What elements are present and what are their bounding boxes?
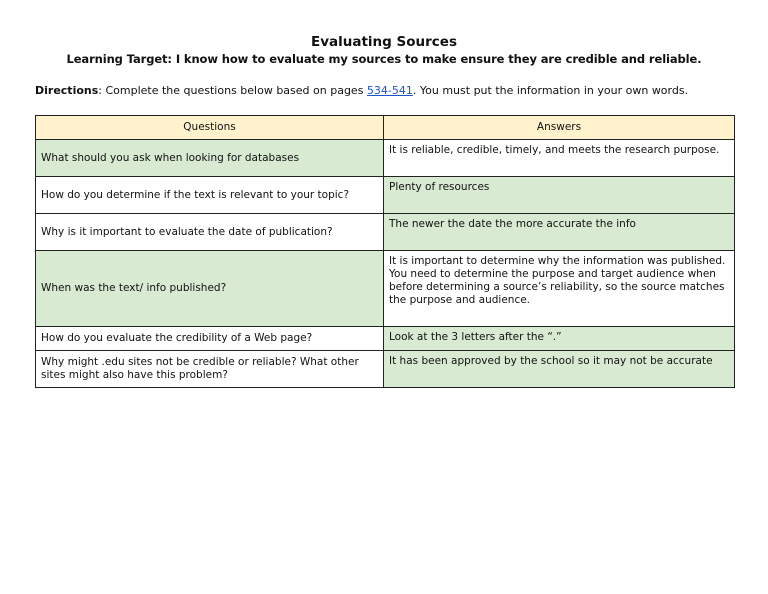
question-cell: Why is it important to evaluate the date of publication? [36, 214, 384, 251]
answer-cell: Plenty of resources [384, 177, 735, 214]
document-title: Evaluating Sources [311, 34, 457, 50]
answer-cell: It is reliable, credible, timely, and meets the research purpose. [384, 140, 735, 177]
table-row [36, 351, 735, 388]
table-row [36, 177, 735, 214]
answer-cell: It is important to determine why the information was published. You need to determine the purpose and target audience when before determining a source’s reliability, so the source matches the purpose and audience. [384, 251, 735, 327]
question-cell: What should you ask when looking for databases [36, 140, 384, 177]
question-cell: How do you determine if the text is relevant to your topic? [36, 177, 384, 214]
question-cell: Why might .edu sites not be credible or reliable? What other sites might also have this problem? [36, 351, 384, 388]
pages-link[interactable]: 534-541 [366, 84, 413, 97]
directions [35, 84, 755, 97]
table-header-row [36, 116, 735, 140]
table-row [36, 327, 735, 351]
question-cell: When was the text/ info published? [36, 251, 384, 327]
answer-cell: Look at the 3 letters after the “.” [384, 327, 735, 351]
question-cell: How do you evaluate the credibility of a Web page? [36, 327, 384, 351]
answer-cell: The newer the date the more accurate the info [384, 214, 735, 251]
table-row [36, 140, 735, 177]
qa-table [35, 115, 735, 388]
directions-text-after: . You must put the information in your own words. [412, 84, 689, 97]
directions-text-before: : Complete the questions below based on pages [98, 84, 367, 97]
answer-cell: It has been approved by the school so it may not be accurate [384, 351, 735, 388]
directions-label: Directions [35, 84, 99, 97]
table-row [36, 214, 735, 251]
learning-target: Learning Target: I know how to evaluate my sources to make ensure they are credible and reliable. [66, 52, 702, 66]
table-row [36, 251, 735, 327]
header-questions: Questions [36, 116, 384, 140]
header-answers: Answers [384, 116, 735, 140]
